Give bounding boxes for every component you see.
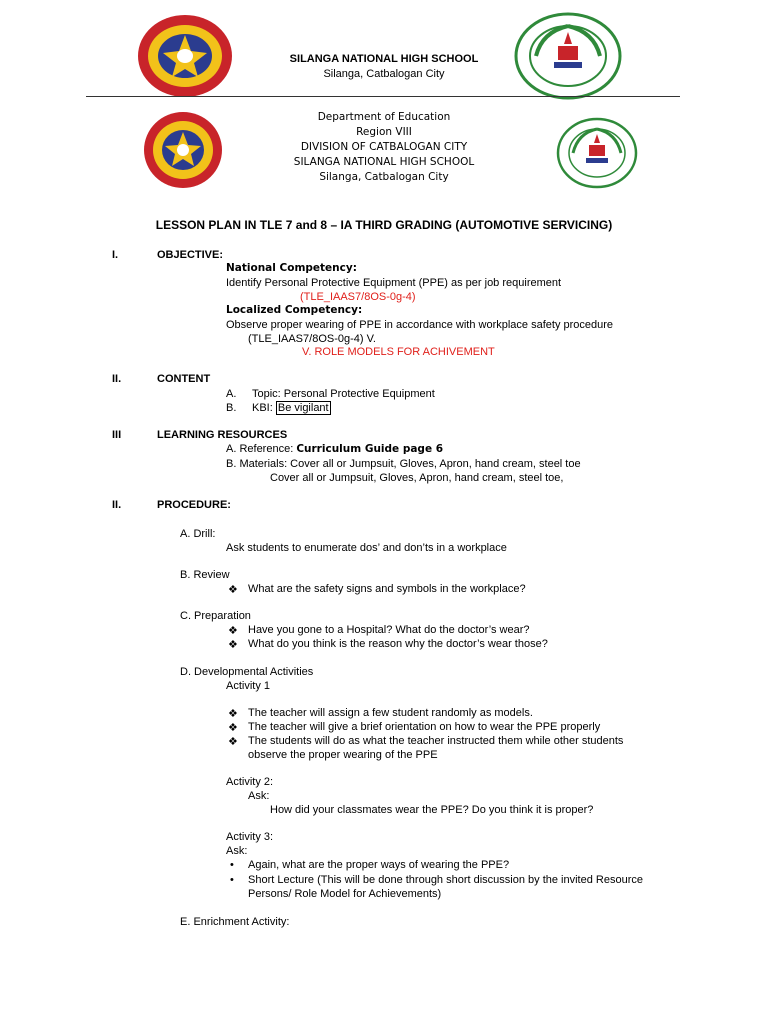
kbi-prefix: KBI: — [252, 402, 273, 414]
content-topic: Topic: Personal Protective Equipment — [252, 388, 435, 400]
content-a-letter: A. — [226, 388, 237, 400]
diamond-bullet-icon: ❖ — [228, 639, 238, 651]
drill-text: Ask students to enumerate dos’ and don’ts in a workplace — [226, 542, 507, 554]
localized-competency-label: Localized Competency: — [226, 304, 363, 316]
diamond-bullet-icon: ❖ — [228, 625, 238, 637]
reference-prefix: A. Reference: — [226, 443, 294, 455]
deped-line: Department of Education — [317, 111, 451, 123]
school-seal-icon — [514, 12, 622, 100]
content-number: II. — [112, 373, 122, 385]
objective-heading: OBJECTIVE: — [157, 249, 224, 261]
review-label: B. Review — [180, 569, 230, 581]
preparation-item: Have you gone to a Hospital? What do the doctor’s wear? — [248, 624, 530, 636]
region-line: Region VIII — [356, 126, 412, 138]
resources-heading: LEARNING RESOURCES — [157, 429, 288, 441]
activity1-item: The teacher will assign a few student randomly as models. — [248, 707, 533, 719]
school-line: SILANGA NATIONAL HIGH SCHOOL — [293, 156, 475, 168]
activity3-item: Again, what are the proper ways of wearing the PPE? — [248, 859, 510, 871]
diamond-bullet-icon: ❖ — [228, 584, 238, 596]
address-line: Silanga, Catbalogan City — [319, 171, 449, 183]
activity3-item-continued: Persons/ Role Model for Achievements) — [248, 888, 442, 900]
materials-continued: Cover all or Jumpsuit, Gloves, Apron, hand cream, steel toe, — [270, 472, 564, 484]
procedure-number: II. — [112, 499, 122, 511]
activity1-item: The teacher will give a brief orientation on how to wear the PPE properly — [248, 721, 601, 733]
dot-bullet-icon: • — [230, 874, 234, 886]
localized-competency-text: Observe proper wearing of PPE in accordance with workplace safety procedure — [226, 319, 614, 331]
activity3-label: Activity 3: — [226, 831, 274, 843]
content-heading: CONTENT — [157, 373, 211, 385]
national-competency-label: National Competency: — [226, 262, 357, 274]
role-models-line: V. ROLE MODELS FOR ACHIVEMENT — [302, 346, 495, 358]
division-line: DIVISION OF CATBALOGAN CITY — [300, 141, 468, 153]
activity2-ask: Ask: — [248, 790, 270, 802]
reference-value: Curriculum Guide page 6 — [296, 443, 444, 455]
dot-bullet-icon: • — [230, 859, 234, 871]
kbi-value: Be vigilant — [277, 402, 329, 414]
diamond-bullet-icon: ❖ — [228, 722, 238, 734]
header-divider — [86, 96, 680, 97]
resources-number: III — [112, 429, 122, 441]
national-competency-code: (TLE_IAAS7/8OS-0g-4) — [300, 291, 416, 303]
activity1-item-continued: observe the proper wearing of the PPE — [248, 749, 438, 761]
school-address: Silanga, Catbalogan City — [323, 68, 445, 80]
activity3-ask: Ask: — [226, 845, 248, 857]
activity1-label: Activity 1 — [226, 680, 271, 692]
enrichment-label: E. Enrichment Activity: — [180, 916, 290, 928]
activity2-label: Activity 2: — [226, 776, 274, 788]
national-competency-text: Identify Personal Protective Equipment (PPE) as per job requirement — [226, 277, 562, 289]
developmental-label: D. Developmental Activities — [180, 666, 314, 678]
kbi-line — [252, 402, 331, 414]
activity2-question: How did your classmates wear the PPE? Do you think it is proper? — [270, 804, 594, 816]
activity3-item: Short Lecture (This will be done through short discussion by the invited Resource — [248, 874, 643, 886]
preparation-item: What do you think is the reason why the doctor’s wear those? — [248, 638, 548, 650]
localized-competency-code: (TLE_IAAS7/8OS-0g-4) V. — [248, 333, 376, 345]
procedure-heading: PROCEDURE: — [157, 499, 231, 511]
diamond-bullet-icon: ❖ — [228, 708, 238, 720]
lesson-title: LESSON PLAN IN TLE 7 and 8 – IA THIRD GRADING (AUTOMOTIVE SERVICING) — [155, 218, 613, 232]
preparation-label: C. Preparation — [180, 610, 251, 622]
review-item: What are the safety signs and symbols in the workplace? — [248, 583, 526, 595]
content-b-letter: B. — [226, 402, 237, 414]
drill-label: A. Drill: — [180, 528, 216, 540]
diamond-bullet-icon: ❖ — [228, 736, 238, 748]
school-seal-icon-2 — [556, 117, 638, 189]
school-name: SILANGA NATIONAL HIGH SCHOOL — [289, 53, 479, 65]
activity1-item: The students will do as what the teacher instructed them while other students — [248, 735, 624, 747]
objective-number: I. — [112, 249, 119, 261]
reference-line — [226, 443, 443, 455]
materials-line: B. Materials: Cover all or Jumpsuit, Gloves, Apron, hand cream, steel toe — [226, 458, 581, 470]
